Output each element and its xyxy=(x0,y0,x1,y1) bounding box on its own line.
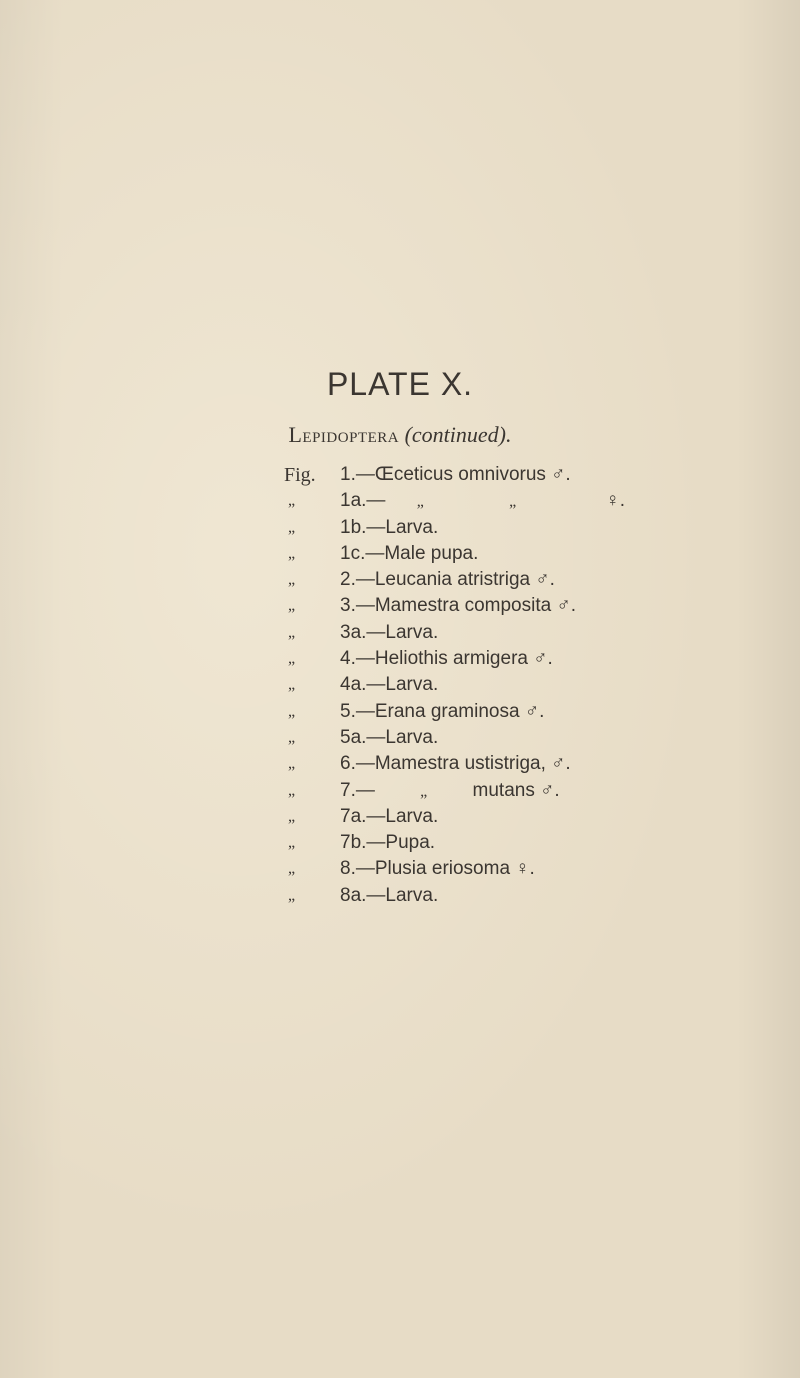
figure-entry: 7a.—Larva. xyxy=(340,805,439,827)
ditto-mark: „ xyxy=(416,493,424,511)
species-name: mutans ♂. xyxy=(472,779,560,801)
ditto-mark: „ xyxy=(509,493,517,511)
figure-entry: 3.—Mamestra composita ♂. xyxy=(340,595,576,617)
figure-entry: 1b.—Larva. xyxy=(340,516,439,538)
figure-entry: 1c.—Male pupa. xyxy=(340,542,479,564)
ditto-mark: „ xyxy=(288,781,296,799)
figure-entry: 3a.—Larva. xyxy=(340,621,439,643)
figure-entry: 2.—Leucania atristriga ♂. xyxy=(340,569,555,591)
sex-symbol: ♀. xyxy=(605,490,626,512)
ditto-mark: „ xyxy=(288,650,296,668)
figure-entry: 4a.—Larva. xyxy=(340,674,439,696)
ditto-mark: „ xyxy=(420,782,428,800)
ditto-mark: „ xyxy=(288,544,296,562)
ditto-mark: „ xyxy=(288,623,296,641)
ditto-mark: „ xyxy=(288,886,296,904)
ditto-mark: „ xyxy=(288,676,296,694)
figure-entry: 5a.—Larva. xyxy=(340,726,439,748)
plate-title: PLATE X. xyxy=(326,366,474,402)
figure-entry: 4.—Heliothis armigera ♂. xyxy=(340,648,553,670)
subtitle-order: Lepidoptera xyxy=(288,422,400,447)
ditto-mark: „ xyxy=(288,492,296,510)
figure-entry: 1.—Œceticus omnivorus ♂. xyxy=(340,464,571,485)
figure-entry: 8a.—Larva. xyxy=(340,884,439,906)
figure-number: 1a.— xyxy=(340,490,386,512)
figure-number: 7.— xyxy=(340,779,375,801)
ditto-mark: „ xyxy=(288,807,296,825)
figure-entry: 5.—Erana graminosa ♂. xyxy=(340,700,545,722)
figure-entry xyxy=(340,488,625,515)
subtitle-continued: (continued). xyxy=(404,422,512,447)
ditto-mark: „ xyxy=(288,860,296,878)
ditto-mark: „ xyxy=(288,702,296,720)
ditto-mark: „ xyxy=(288,518,296,536)
figure-entry xyxy=(340,778,560,805)
ditto-mark: „ xyxy=(288,597,296,615)
figure-prefix: Fig. xyxy=(284,464,316,486)
ditto-mark: „ xyxy=(288,755,296,773)
figure-entry: 8.—Plusia eriosoma ♀. xyxy=(340,858,535,880)
ditto-mark: „ xyxy=(288,571,296,589)
figure-entry: 6.—Mamestra ustistriga, ♂. xyxy=(340,753,571,775)
ditto-mark: „ xyxy=(288,834,296,852)
plate-subtitle xyxy=(0,422,800,448)
ditto-mark: „ xyxy=(288,728,296,746)
figure-entry: 7b.—Pupa. xyxy=(340,832,436,854)
